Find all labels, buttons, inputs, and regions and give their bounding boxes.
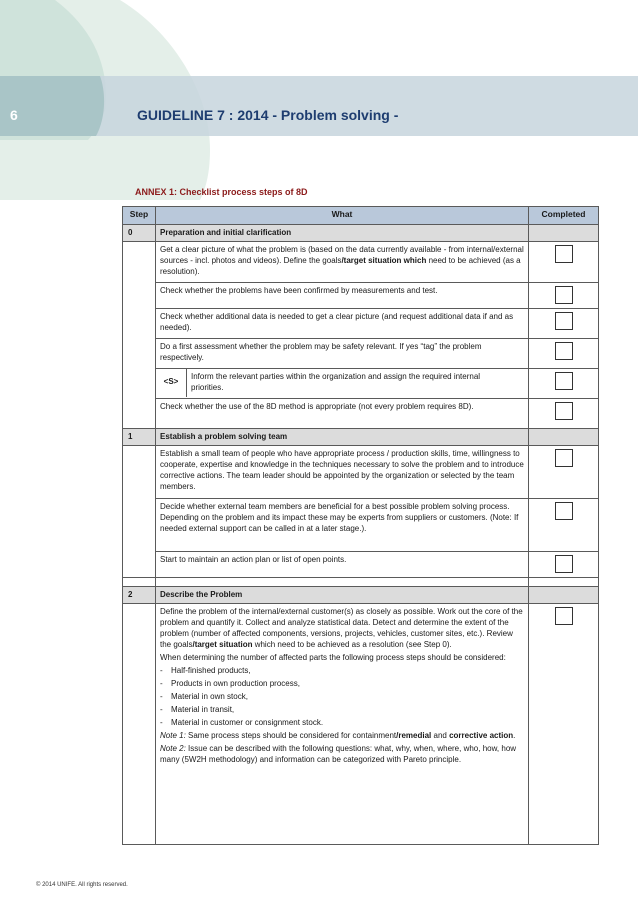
checklist-item: Check whether the problems have been confirmed by measurements and test. — [156, 283, 529, 309]
page-number-tab — [0, 76, 104, 136]
list-item: - Products in own production process, — [160, 679, 300, 688]
note-2: Note 2: Issue can be described with the following questions: what, why, when, where, who, how, how many (5W2H methodology) and information can be categorized with Pareto principle. — [160, 744, 517, 764]
completed-checkbox[interactable] — [555, 312, 573, 330]
checklist-item: Decide whether external team members are beneficial for a best possible problem solving process. Depending on the problem and its impact these may be experts from suppliers or customers. (Note: If needed external support can be called in at a later stage.). — [156, 499, 529, 552]
checklist-item: <S>Inform the relevant parties within the organization and assign the required internal priorities. — [156, 369, 529, 399]
safety-tag: <S> — [156, 369, 187, 397]
section-title: Preparation and initial clarification — [156, 225, 529, 242]
header-background — [0, 0, 638, 200]
section-row-step-2 — [123, 587, 599, 604]
header-completed: Completed — [529, 207, 599, 225]
checklist-item: Start to maintain an action plan or list of open points. — [156, 552, 529, 578]
table-row — [123, 604, 599, 845]
page-number: 6 — [10, 107, 18, 123]
step-number: 2 — [123, 587, 156, 604]
table-row — [123, 552, 599, 578]
list-item: - Material in transit, — [160, 705, 235, 714]
table-row — [123, 446, 599, 499]
table-row — [123, 242, 599, 283]
table-row — [123, 399, 599, 429]
page-title: GUIDELINE 7 : 2014 - Problem solving - — [137, 107, 399, 123]
table-row — [123, 339, 599, 369]
section-row-step-0 — [123, 225, 599, 242]
completed-checkbox[interactable] — [555, 449, 573, 467]
step-number: 0 — [123, 225, 156, 242]
table-row — [123, 499, 599, 552]
checklist-item: Define the problem of the internal/external customer(s) as closely as possible. Work out the core of the problem and quantify it. Collect and analyze statistical data. Detect and determine the extent of the problem (number of affected components, versions, projects, vehicles, customer sites, etc.). Review the goals/target situation which need to be achieved as a resolution (see Step 0). When determining the number of affected parts the following process steps should be considered: - Half-finished products, - Products in own production process, - Material in own stock, - Material in transit, - Material in customer or consignment stock. Note 1: Same process steps should be considered for containment/remedial and corrective action. Note 2: Issue can be described with the following questions: what, why, when, where, who, how, how many (5W2H methodology) and information can be categorized with Pareto principle. — [156, 604, 529, 845]
checklist-item: Do a first assessment whether the problem may be safety relevant. If yes “tag” the problem respectively. — [156, 339, 529, 369]
list-item: - Material in own stock, — [160, 692, 248, 701]
note-1: Note 1: Same process steps should be considered for containment/remedial and corrective action. — [160, 731, 516, 740]
completed-checkbox[interactable] — [555, 555, 573, 573]
header-what: What — [156, 207, 529, 225]
section-row-step-1 — [123, 429, 599, 446]
completed-checkbox[interactable] — [555, 372, 573, 390]
table-row — [123, 309, 599, 339]
annex-title: ANNEX 1: Checklist process steps of 8D — [135, 187, 308, 197]
completed-checkbox[interactable] — [555, 342, 573, 360]
completed-checkbox[interactable] — [555, 502, 573, 520]
checklist-item: Check whether the use of the 8D method is appropriate (not every problem requires 8D). — [156, 399, 529, 429]
checklist-item: Get a clear picture of what the problem is (based on the data currently available - from internal/external sources - incl. photos and videos). Define the goals/target situation which need to be achieved (as a resolution). — [156, 242, 529, 283]
checklist-item: Establish a small team of people who have appropriate process / production skills, time, willingness to cooperate, expertise and knowledge in the techniques necessary to solve the problem and to introduce corrective actions. The team leader should be appointed by the organization or selected by the team members. — [156, 446, 529, 499]
copyright-footer: © 2014 UNIFE. All rights reserved. — [36, 882, 128, 888]
completed-checkbox[interactable] — [555, 286, 573, 304]
list-item: - Material in customer or consignment stock. — [160, 718, 324, 727]
list-item: - Half-finished products, — [160, 666, 251, 675]
table-header-row — [123, 207, 599, 225]
completed-checkbox[interactable] — [555, 402, 573, 420]
section-title: Describe the Problem — [156, 587, 529, 604]
table-row — [123, 369, 599, 399]
checklist-item: Check whether additional data is needed to get a clear picture (and request additional data if and as needed). — [156, 309, 529, 339]
completed-checkbox[interactable] — [555, 245, 573, 263]
table-row — [123, 283, 599, 309]
checklist-table — [122, 206, 599, 845]
header-step: Step — [123, 207, 156, 225]
completed-checkbox[interactable] — [555, 607, 573, 625]
step-number: 1 — [123, 429, 156, 446]
section-title: Establish a problem solving team — [156, 429, 529, 446]
